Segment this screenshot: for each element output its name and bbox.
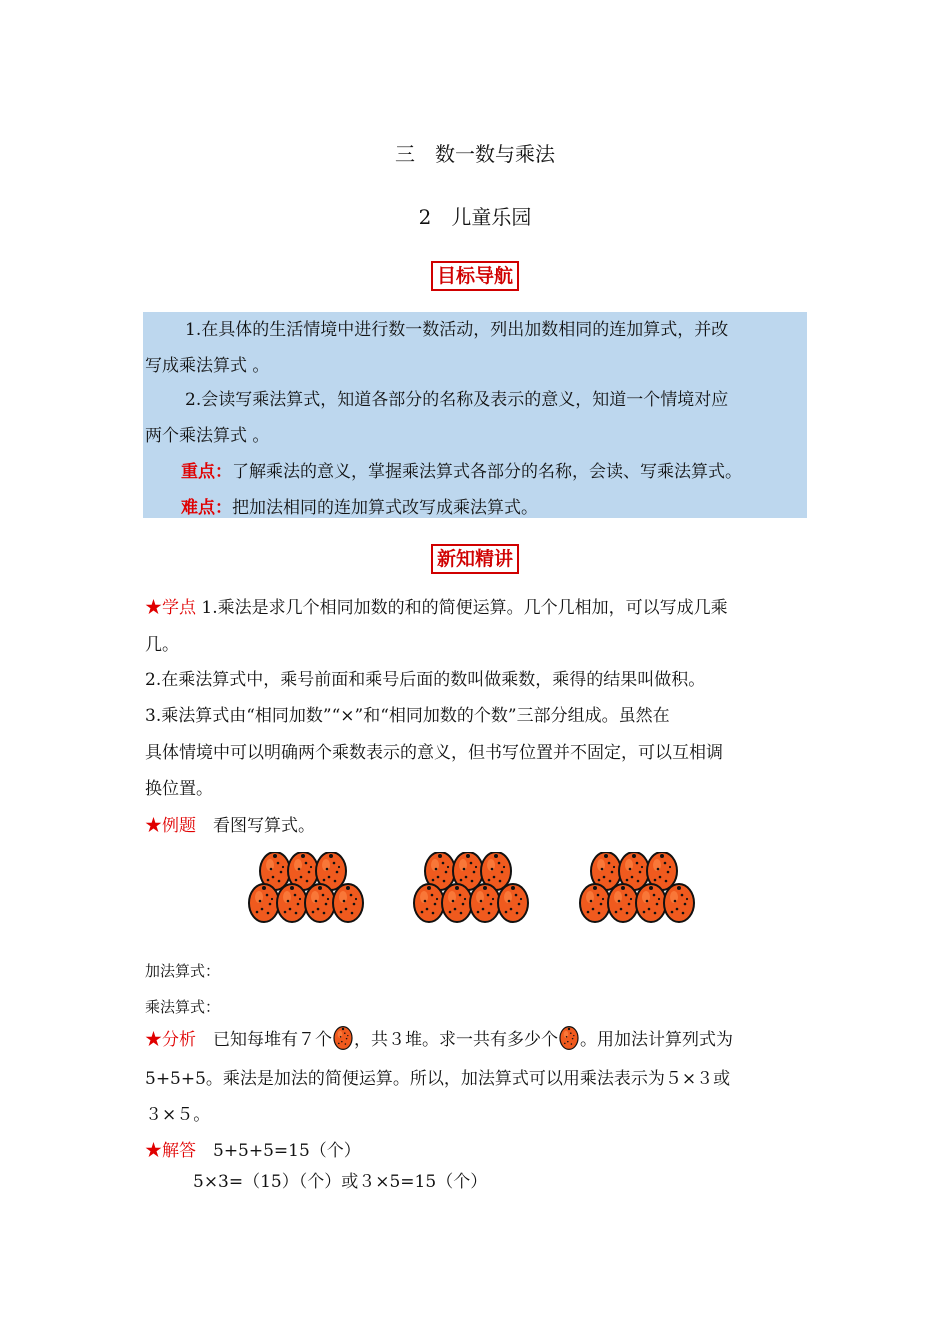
addition-label: 加法算式： bbox=[145, 962, 221, 980]
analysis-text-a: 已知每堆有７个 bbox=[196, 1030, 332, 1050]
example-prompt: 看图写算式。 bbox=[196, 816, 315, 836]
example-line bbox=[145, 810, 315, 843]
goals-heading bbox=[0, 261, 950, 291]
orange-pile-2 bbox=[413, 852, 535, 928]
answer-line2: 5×3=（15）（个）或３×5=15（个） bbox=[193, 1172, 488, 1192]
orange-pile-1 bbox=[248, 852, 370, 928]
answer-text-1: 5+5+5=15（个） bbox=[196, 1141, 361, 1161]
analysis-text-c: 。用加法计算列式为 bbox=[580, 1030, 733, 1050]
knowledge-p1-text: 1.乘法是求几个相同加数的和的简便运算。几个几相加，可以写成几乘 bbox=[196, 598, 728, 618]
goal-2-line-1: 2.会读写乘法算式，知道各部分的名称及表示的意义，知道一个情境对应 bbox=[185, 390, 729, 410]
analysis-label: ★分析 bbox=[145, 1030, 196, 1050]
analysis-line2: 5+5+5。乘法是加法的简便运算。所以，加法算式可以用乘法表示为５×３或 bbox=[145, 1069, 731, 1089]
knowledge-p3-line3: 换位置。 bbox=[145, 779, 213, 799]
knowledge-p2: 2.在乘法算式中，乘号前面和乘号后面的数叫做乘数，乘得的结果叫做积。 bbox=[145, 670, 706, 690]
orange-pile-3 bbox=[579, 852, 701, 928]
knowledge-p3-line2: 具体情境中可以明确两个乘数表示的意义，但书写位置并不固定，可以互相调 bbox=[145, 743, 723, 763]
multiplication-label: 乘法算式： bbox=[145, 998, 221, 1016]
goal-1-line-2: 写成乘法算式 。 bbox=[145, 356, 270, 376]
knowledge-p1-line1 bbox=[145, 592, 728, 625]
orange-icon bbox=[332, 1026, 354, 1050]
analysis-line3: ３×５。 bbox=[145, 1105, 211, 1125]
example-label: ★例题 bbox=[145, 816, 196, 836]
answer-label: ★解答 bbox=[145, 1141, 196, 1161]
key-point bbox=[181, 454, 742, 490]
goal-2-line-2: 两个乘法算式 。 bbox=[145, 426, 270, 446]
goals-box bbox=[143, 312, 807, 518]
knowledge-p1-line2: 几。 bbox=[145, 635, 179, 655]
knowledge-p3-line1: 3.乘法算式由“相同加数”“×”和“相同加数的个数”三部分组成。虽然在 bbox=[145, 706, 670, 726]
unit-title: 三 数一数与乘法 bbox=[395, 142, 555, 166]
knowledge-heading bbox=[0, 544, 950, 574]
analysis-text-b: ，共３堆。求一共有多少个 bbox=[354, 1030, 558, 1050]
orange-icon bbox=[558, 1026, 580, 1050]
lesson-title: 2 儿童乐园 bbox=[418, 205, 532, 229]
goal-1-line-1: 1.在具体的生活情境中进行数一数活动，列出加数相同的连加算式，并改 bbox=[185, 320, 729, 340]
key-point-text: 了解乘法的意义，掌握乘法算式各部分的名称，会读、写乘法算式。 bbox=[232, 462, 742, 482]
key-point-label: 重点： bbox=[181, 462, 232, 482]
knowledge-heading-label: 新知精讲 bbox=[431, 544, 519, 574]
difficulty-text: 把加法相同的连加算式改写成乘法算式。 bbox=[232, 498, 538, 518]
difficulty-point bbox=[181, 490, 538, 526]
difficulty-label: 难点： bbox=[181, 498, 232, 518]
analysis-line1 bbox=[145, 1024, 733, 1057]
answer-line1 bbox=[145, 1135, 361, 1168]
goals-heading-label: 目标导航 bbox=[431, 261, 519, 291]
knowledge-label: ★学点 bbox=[145, 598, 196, 618]
